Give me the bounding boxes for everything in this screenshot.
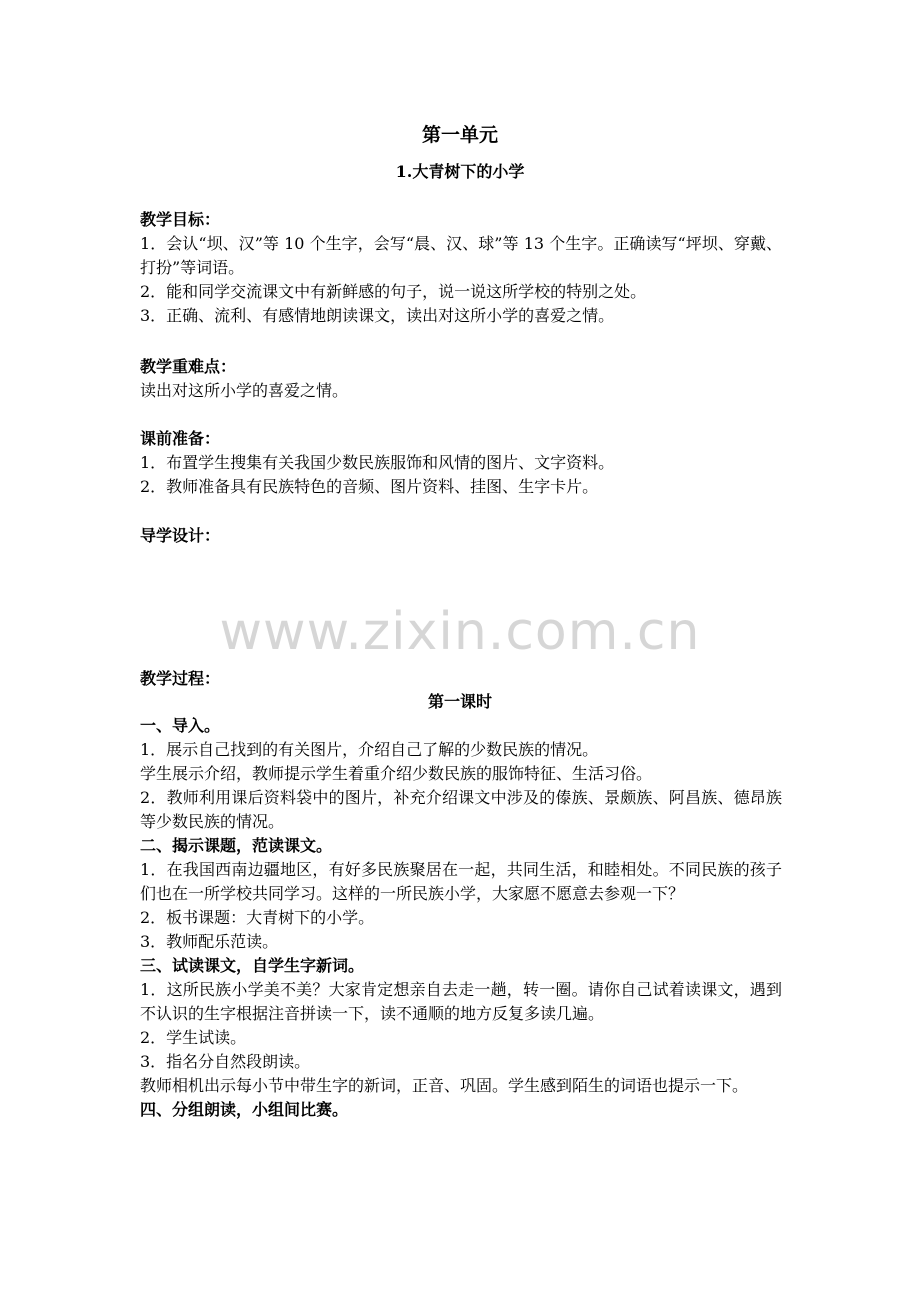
goal-item: 1．会认“坝、汉”等 10 个生字，会写“晨、汉、球”等 13 个生字。正确读写“坪坝、穿戴、打扮”等词语。: [140, 234, 782, 277]
section-heading-group-reading: 四、分组朗读，小组间比赛。: [140, 1100, 349, 1119]
guided-design-heading: [140, 524, 782, 548]
teaching-goals-section: [140, 208, 782, 328]
process-item: 1．这所民族小学美不美？大家肯定想亲自去走一趟，转一圈。请你自己试着读课文，遇到不认识的生字根据注音拼读一下，读不通顺的地方反复多读几遍。: [140, 980, 782, 1023]
process-item: 3．教师配乐范读。: [140, 932, 279, 951]
process-item: 2．板书课题：大青树下的小学。: [140, 908, 375, 927]
goal-item: 3．正确、流利、有感情地朗读课文，读出对这所小学的喜爱之情。: [140, 306, 615, 325]
process-heading: [140, 667, 782, 691]
process-heading-text: 教学过程：: [140, 669, 221, 688]
process-item: 1．在我国西南边疆地区，有好多民族聚居在一起，共同生活，和睦相处。不同民族的孩子们也在一所学校共同学习。这样的一所民族小学，大家愿不愿意去参观一下？: [140, 860, 782, 903]
process-item: 3．指名分自然段朗读。: [140, 1052, 311, 1071]
section-heading-intro: 一、导入。: [140, 716, 221, 735]
guided-design-heading-text: 导学设计：: [140, 526, 221, 545]
class-prep-heading: 课前准备：: [140, 429, 221, 448]
section-heading-self-study: 三、试读课文，自学生字新词。: [140, 956, 365, 975]
goal-item: 2．能和同学交流课文中有新鲜感的句子，说一说这所学校的特别之处。: [140, 282, 647, 301]
key-points-heading: 教学重难点：: [140, 357, 237, 376]
prep-item: 1．布置学生搜集有关我国少数民族服饰和风情的图片、文字资料。: [140, 453, 615, 472]
process-item: 教师相机出示每小节中带生字的新词，正音、巩固。学生感到陌生的词语也提示一下。: [140, 1076, 749, 1095]
key-points-text: 读出对这所小学的喜爱之情。: [140, 381, 349, 400]
lesson-title: 1.大青树下的小学: [395, 162, 525, 181]
key-points-section: [140, 355, 782, 403]
section-heading-reveal-title: 二、揭示课题，范读课文。: [140, 836, 333, 855]
teaching-goals-heading: 教学目标：: [140, 210, 221, 229]
unit-title: 第一单元: [421, 124, 498, 146]
period-title: 第一课时: [427, 692, 492, 711]
process-item: 1．展示自己找到的有关图片，介绍自己了解的少数民族的情况。: [140, 740, 599, 759]
watermark: www.zixin.com.cn: [219, 602, 701, 662]
process-item: 2．教师利用课后资料袋中的图片，补充介绍课文中涉及的傣族、景颇族、阿昌族、德昂族等少数民族的情况。: [140, 788, 782, 831]
class-prep-section: [140, 427, 782, 499]
process-item: 2．学生试读。: [140, 1028, 247, 1047]
prep-item: 2．教师准备具有民族特色的音频、图片资料、挂图、生字卡片。: [140, 477, 599, 496]
process-item: 学生展示介绍，教师提示学生着重介绍少数民族的服饰特征、生活习俗。: [140, 764, 653, 783]
process-body: [140, 714, 782, 1122]
